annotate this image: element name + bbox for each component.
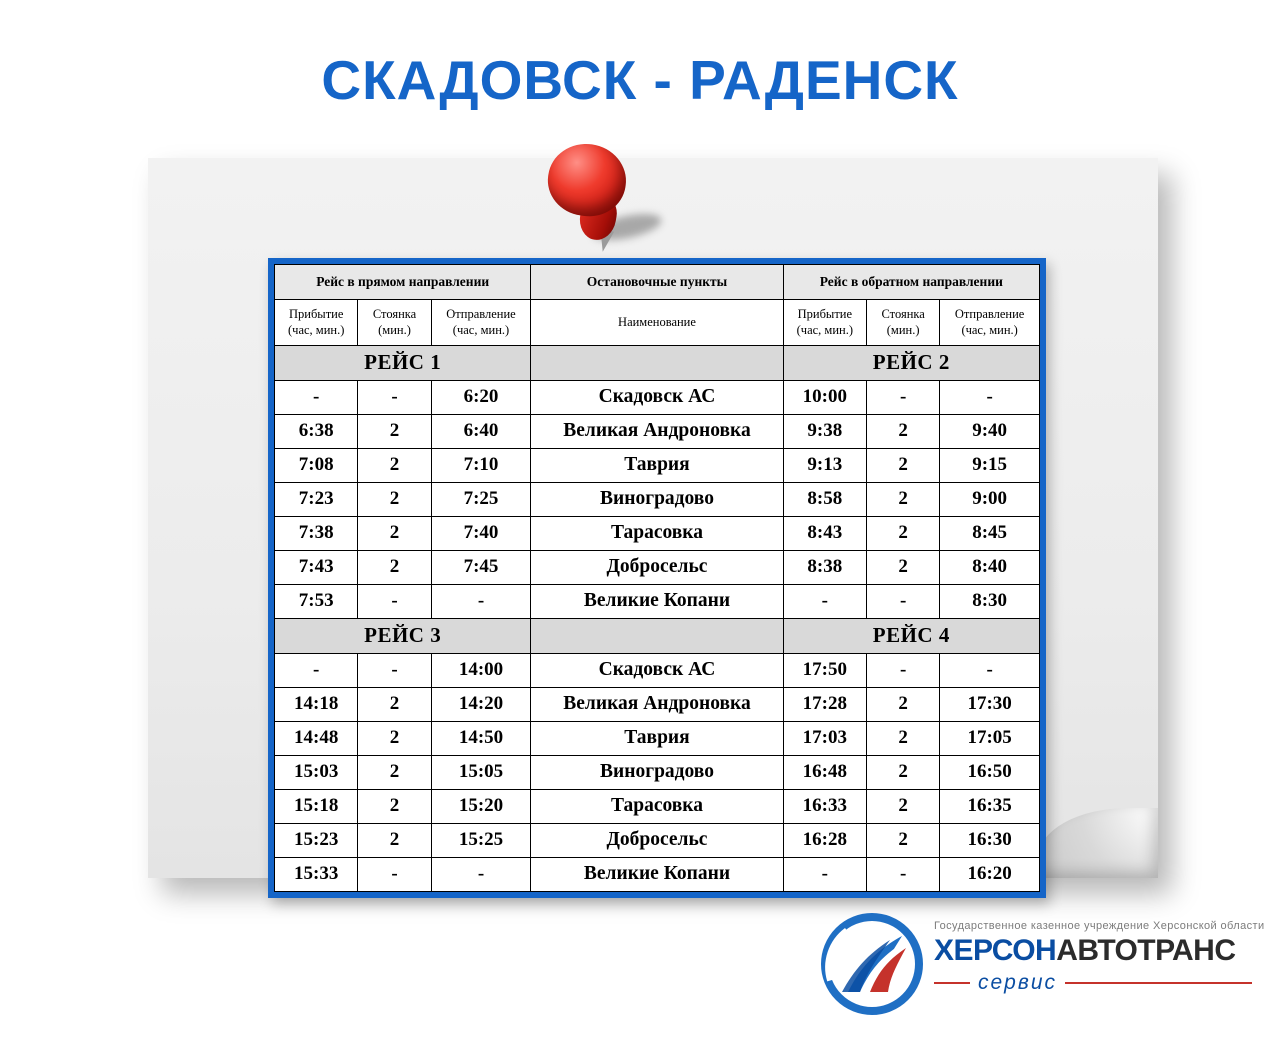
header-backward-departure xyxy=(940,300,1040,346)
cell-stop-name: Великие Копани xyxy=(531,858,783,892)
trip-label-3: РЕЙС 3 xyxy=(275,619,531,654)
cell-forward-arrival: 7:53 xyxy=(275,585,358,619)
cell-forward-arrival: 6:38 xyxy=(275,415,358,449)
cell-forward-arrival: 14:18 xyxy=(275,688,358,722)
cell-forward-departure: 7:45 xyxy=(431,551,531,585)
header-backward-stop-line2: (мин.) xyxy=(886,322,920,337)
table-row xyxy=(275,415,1040,449)
cell-forward-departure: 14:20 xyxy=(431,688,531,722)
cell-backward-stop: 2 xyxy=(867,449,940,483)
cell-backward-departure: - xyxy=(940,381,1040,415)
table-row xyxy=(275,688,1040,722)
cell-backward-stop: 2 xyxy=(867,517,940,551)
trip-band-1-2 xyxy=(275,346,1040,381)
cell-forward-stop: 2 xyxy=(358,722,431,756)
cell-forward-arrival: 15:18 xyxy=(275,790,358,824)
trip-label-2: РЕЙС 2 xyxy=(783,346,1039,381)
cell-forward-arrival: - xyxy=(275,381,358,415)
header-forward-arrival-line1: Прибытие xyxy=(288,307,344,321)
header-forward-stop xyxy=(358,300,431,346)
cell-backward-departure: 9:15 xyxy=(940,449,1040,483)
table-row xyxy=(275,858,1040,892)
header-backward-arrival-line2: (час, мин.) xyxy=(796,322,854,337)
trip-band-3-4 xyxy=(275,619,1040,654)
cell-forward-arrival: 7:43 xyxy=(275,551,358,585)
cell-backward-stop: - xyxy=(867,858,940,892)
cell-stop-name: Тарасовка xyxy=(531,790,783,824)
table-row xyxy=(275,756,1040,790)
cell-forward-departure: 15:05 xyxy=(431,756,531,790)
header-forward-departure-line1: Отправление xyxy=(446,307,516,321)
cell-backward-departure: 8:45 xyxy=(940,517,1040,551)
cell-forward-departure: 6:20 xyxy=(431,381,531,415)
cell-backward-arrival: 8:38 xyxy=(783,551,866,585)
cell-backward-arrival: 17:28 xyxy=(783,688,866,722)
schedule-block-1 xyxy=(275,381,1040,619)
header-backward-stop xyxy=(867,300,940,346)
cell-forward-departure: - xyxy=(431,858,531,892)
logo-service-word: сервис xyxy=(978,971,1057,994)
cell-forward-stop: - xyxy=(358,858,431,892)
cell-forward-departure: 15:25 xyxy=(431,824,531,858)
header-backward-arrival-line1: Прибытие xyxy=(797,307,853,321)
cell-backward-departure: 9:00 xyxy=(940,483,1040,517)
cell-forward-stop: 2 xyxy=(358,688,431,722)
trip-label-4: РЕЙС 4 xyxy=(783,619,1039,654)
cell-forward-stop: - xyxy=(358,585,431,619)
cell-backward-stop: - xyxy=(867,381,940,415)
cell-backward-stop: 2 xyxy=(867,415,940,449)
header-stop-name: Наименование xyxy=(531,300,783,346)
table-row xyxy=(275,722,1040,756)
cell-forward-stop: 2 xyxy=(358,756,431,790)
cell-forward-departure: 15:20 xyxy=(431,790,531,824)
schedule-block-2 xyxy=(275,654,1040,892)
cell-forward-arrival: 7:38 xyxy=(275,517,358,551)
cell-forward-departure: 6:40 xyxy=(431,415,531,449)
table-head xyxy=(275,265,1040,346)
cell-backward-stop: 2 xyxy=(867,722,940,756)
header-forward-departure-line2: (час, мин.) xyxy=(452,322,510,337)
cell-backward-stop: 2 xyxy=(867,824,940,858)
cell-forward-stop: 2 xyxy=(358,517,431,551)
logo-service-row xyxy=(934,971,1252,995)
cell-stop-name: Великая Андроновка xyxy=(531,415,783,449)
cell-backward-departure: 16:30 xyxy=(940,824,1040,858)
trip-band-spacer xyxy=(531,619,783,654)
cell-backward-arrival: 16:33 xyxy=(783,790,866,824)
cell-stop-name: Добросельс xyxy=(531,551,783,585)
schedule-table xyxy=(274,264,1040,892)
cell-stop-name: Таврия xyxy=(531,449,783,483)
schedule-frame xyxy=(268,258,1046,898)
header-stop-points: Остановочные пункты xyxy=(531,265,783,300)
cell-stop-name: Тарасовка xyxy=(531,517,783,551)
table-row xyxy=(275,824,1040,858)
cell-forward-arrival: 14:48 xyxy=(275,722,358,756)
logo-divider-right xyxy=(1065,982,1252,984)
trip-band-row xyxy=(275,619,1040,654)
table-row xyxy=(275,585,1040,619)
header-backward-direction: Рейс в обратном направлении xyxy=(783,265,1039,300)
cell-backward-arrival: - xyxy=(783,585,866,619)
group-header-row xyxy=(275,265,1040,300)
header-forward-direction: Рейс в прямом направлении xyxy=(275,265,531,300)
header-backward-stop-line1: Стоянка xyxy=(881,307,925,321)
cell-backward-departure: 9:40 xyxy=(940,415,1040,449)
cell-stop-name: Виноградово xyxy=(531,756,783,790)
page-title: СКАДОВСК - РАДЕНСК xyxy=(321,49,959,111)
logo-gov-line: Государственное казенное учреждение Херсонской области xyxy=(934,920,1265,932)
cell-stop-name: Виноградово xyxy=(531,483,783,517)
cell-forward-stop: - xyxy=(358,381,431,415)
sub-header-row xyxy=(275,300,1040,346)
cell-forward-departure: 7:10 xyxy=(431,449,531,483)
trip-label-1: РЕЙС 1 xyxy=(275,346,531,381)
cell-forward-departure: 14:50 xyxy=(431,722,531,756)
cell-stop-name: Великая Андроновка xyxy=(531,688,783,722)
header-backward-departure-line2: (час, мин.) xyxy=(961,322,1018,337)
cell-backward-departure: 16:35 xyxy=(940,790,1040,824)
cell-forward-stop: 2 xyxy=(358,483,431,517)
logo-text-block xyxy=(934,920,1265,995)
header-forward-stop-line1: Стоянка xyxy=(372,307,417,321)
cell-forward-stop: 2 xyxy=(358,415,431,449)
cell-backward-stop: - xyxy=(867,585,940,619)
cell-backward-stop: 2 xyxy=(867,790,940,824)
header-forward-arrival xyxy=(275,300,358,346)
organization-logo xyxy=(818,912,1265,1022)
cell-backward-stop: 2 xyxy=(867,756,940,790)
logo-brand xyxy=(934,934,1252,968)
cell-backward-stop: - xyxy=(867,654,940,688)
cell-stop-name: Великие Копани xyxy=(531,585,783,619)
table-row xyxy=(275,551,1040,585)
cell-backward-arrival: 10:00 xyxy=(783,381,866,415)
cell-forward-arrival: 15:03 xyxy=(275,756,358,790)
cell-forward-stop: 2 xyxy=(358,449,431,483)
cell-backward-stop: 2 xyxy=(867,688,940,722)
cell-backward-arrival: 9:13 xyxy=(783,449,866,483)
cell-backward-departure: 17:05 xyxy=(940,722,1040,756)
cell-forward-departure: - xyxy=(431,585,531,619)
table-row xyxy=(275,790,1040,824)
cell-forward-stop: - xyxy=(358,654,431,688)
table-row xyxy=(275,483,1040,517)
cell-backward-departure: 8:30 xyxy=(940,585,1040,619)
cell-forward-arrival: 7:08 xyxy=(275,449,358,483)
table-row xyxy=(275,381,1040,415)
header-backward-departure-line1: Отправление xyxy=(954,307,1025,321)
cell-backward-arrival: 17:03 xyxy=(783,722,866,756)
cell-backward-arrival: 16:28 xyxy=(783,824,866,858)
trip-band-row xyxy=(275,346,1040,381)
header-forward-arrival-line2: (час, мин.) xyxy=(288,322,345,337)
cell-forward-arrival: 15:23 xyxy=(275,824,358,858)
logo-brand-part2: АВТОТРАНС xyxy=(1056,934,1236,967)
cell-backward-arrival: 8:43 xyxy=(783,517,866,551)
cell-forward-stop: 2 xyxy=(358,790,431,824)
cell-forward-arrival: 15:33 xyxy=(275,858,358,892)
cell-forward-stop: 2 xyxy=(358,824,431,858)
cell-stop-name: Таврия xyxy=(531,722,783,756)
logo-brand-part1: ХЕРСОН xyxy=(934,934,1057,967)
table-row xyxy=(275,517,1040,551)
cell-stop-name: Скадовск АС xyxy=(531,381,783,415)
cell-backward-departure: 16:50 xyxy=(940,756,1040,790)
cell-forward-departure: 7:40 xyxy=(431,517,531,551)
cell-stop-name: Добросельс xyxy=(531,824,783,858)
cell-backward-stop: 2 xyxy=(867,551,940,585)
cell-backward-arrival: 17:50 xyxy=(783,654,866,688)
cell-backward-departure: 17:30 xyxy=(940,688,1040,722)
cell-backward-departure: - xyxy=(940,654,1040,688)
cell-backward-departure: 8:40 xyxy=(940,551,1040,585)
cell-forward-departure: 14:00 xyxy=(431,654,531,688)
cell-backward-departure: 16:20 xyxy=(940,858,1040,892)
trip-band-spacer xyxy=(531,346,783,381)
cell-forward-arrival: 7:23 xyxy=(275,483,358,517)
cell-forward-stop: 2 xyxy=(358,551,431,585)
header-forward-stop-line2: (мин.) xyxy=(378,322,411,337)
header-forward-departure xyxy=(431,300,531,346)
cell-backward-arrival: - xyxy=(783,858,866,892)
cell-forward-arrival: - xyxy=(275,654,358,688)
cell-backward-arrival: 9:38 xyxy=(783,415,866,449)
cell-backward-stop: 2 xyxy=(867,483,940,517)
cell-forward-departure: 7:25 xyxy=(431,483,531,517)
cell-backward-arrival: 16:48 xyxy=(783,756,866,790)
khersonavtotrans-mark-icon xyxy=(818,912,926,1016)
cell-stop-name: Скадовск АС xyxy=(531,654,783,688)
cell-backward-arrival: 8:58 xyxy=(783,483,866,517)
table-row xyxy=(275,654,1040,688)
header-backward-arrival xyxy=(783,300,866,346)
table-row xyxy=(275,449,1040,483)
logo-divider-left xyxy=(934,982,970,984)
